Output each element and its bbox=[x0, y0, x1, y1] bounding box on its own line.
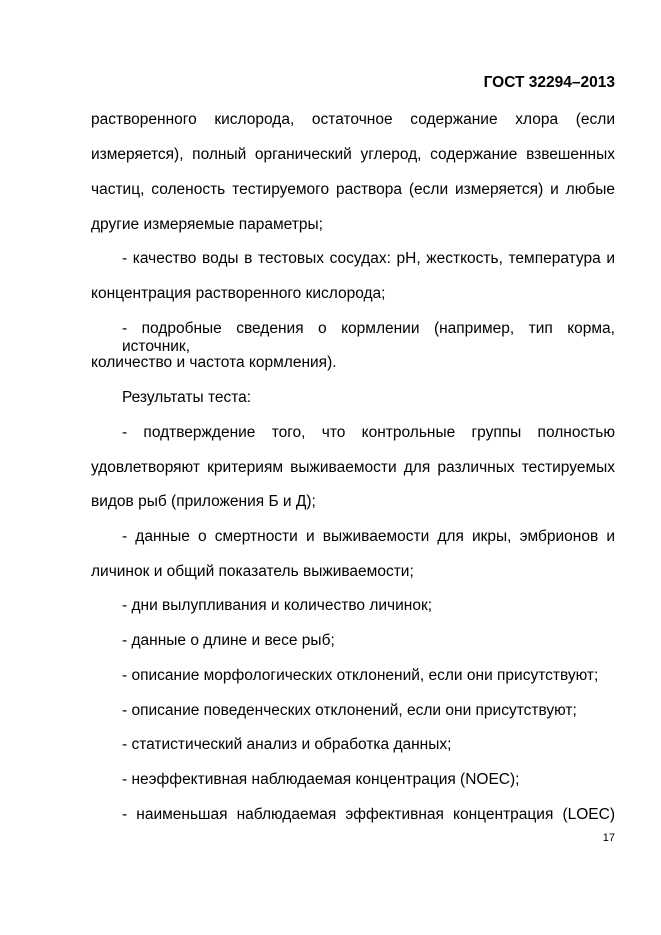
list-item: - дни вылупливания и количество личинок; bbox=[122, 597, 433, 614]
document-code-header: ГОСТ 32294–2013 bbox=[483, 74, 615, 91]
text-line: другие измеряемые параметры; bbox=[91, 216, 323, 233]
list-item: - качество воды в тестовых сосудах: pH, жесткость, температура и bbox=[122, 250, 615, 267]
list-item: - данные о смертности и выживаемости для икры, эмбрионов и bbox=[122, 528, 615, 545]
text-line: личинок и общий показатель выживаемости; bbox=[91, 563, 414, 580]
list-item: - неэффективная наблюдаемая концентрация (NOEC); bbox=[122, 771, 520, 788]
section-heading: Результаты теста: bbox=[122, 389, 252, 406]
list-item: - описание поведенческих отклонений, если они присутствуют; bbox=[122, 702, 577, 719]
text-line: измеряется), полный органический углерод, содержание взвешенных bbox=[91, 146, 615, 163]
list-item: - подтверждение того, что контрольные группы полностью bbox=[122, 424, 615, 441]
list-item: - подробные сведения о кормлении (например, тип корма, источник, bbox=[122, 320, 615, 355]
list-item: - данные о длине и весе рыб; bbox=[122, 632, 335, 649]
text-line: концентрация растворенного кислорода; bbox=[91, 285, 386, 302]
text-line: частиц, соленость тестируемого раствора (если измеряется) и любые bbox=[91, 181, 615, 198]
text-line: удовлетворяют критериям выживаемости для различных тестируемых bbox=[91, 459, 615, 476]
list-item: - описание морфологических отклонений, если они присутствуют; bbox=[122, 667, 599, 684]
list-item: - наименьшая наблюдаемая эффективная концентрация (LOEC) bbox=[122, 806, 615, 823]
text-line: видов рыб (приложения Б и Д); bbox=[91, 493, 316, 510]
text-line: растворенного кислорода, остаточное содержание хлора (если bbox=[91, 111, 615, 128]
page-number: 17 bbox=[602, 832, 615, 844]
list-item: - статистический анализ и обработка данных; bbox=[122, 736, 452, 753]
text-line: количество и частота кормления). bbox=[91, 354, 337, 371]
